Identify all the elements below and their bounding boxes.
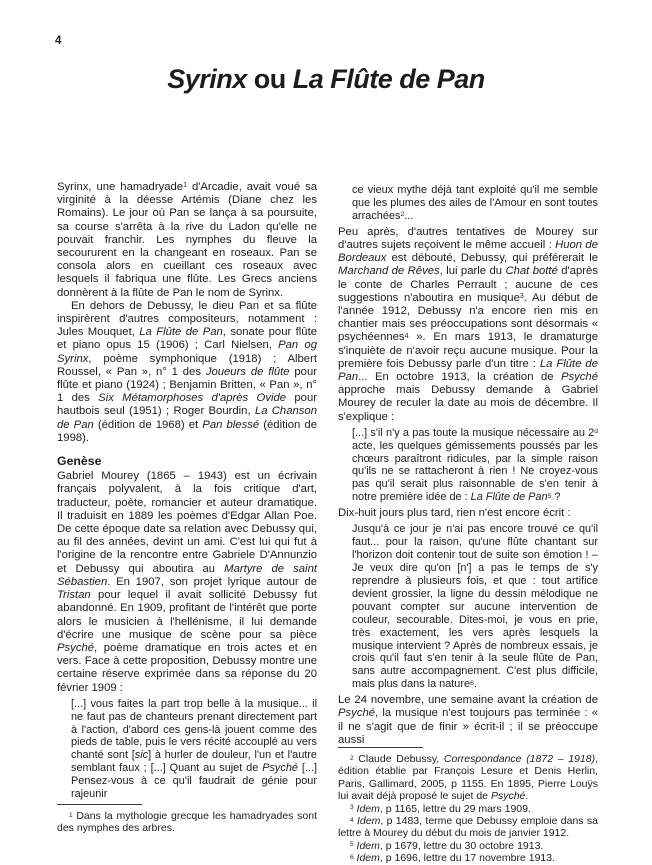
paragraph: Peu après, d'autres tentatives de Mourey sur d'autres sujets reçoivent le même accueil : Huon de Bordeaux est débouté, Debussy, qui préférerait le Marchand de Rêves, lui parle du Chat botté d'après le conte de Charles Perrault ; aucune de ces suggestions n'aboutira en musique$^3$. Au début de l'année 1912, Debussy n'a encore rien mis en chantier mais ses préoccupations sont désormais « psychéennes$^4$ ». En mars 1913, le dramaturge s'inquiète de n'avoir reçu aucune musique. Pour la première fois Debussy parle d'un titre : La Flûte de Pan... En octobre 1913, la création de Psyché approche mais Debussy demande à Gabriel Mourey de reculer la date au mois de décembre. Il s'explique : <box>338 225 598 423</box>
block-quote: [...] s'il n'y a pas toute la musique nécessaire au 2$^d$ acte, les quelques gémissements poussés par les chœurs paraîtront ridicules, par la simple raison qu'ils ne se rattacheront à rien ! Ne croyez-vous pas qu'il serait plus raisonnable de s'en tenir à notre première idée de : La Flûte de Pan$^5$ ? <box>352 426 598 504</box>
footnote: $^5$ Idem, p 1679, lettre du 30 octobre 1913. <box>350 839 544 852</box>
right-footnotes <box>338 747 598 865</box>
footnote-separator <box>57 804 142 805</box>
paragraph: Syrinx, une hamadryade$^1$ d'Arcadie, avait voué sa virginité à la déesse Artémis (Diane chez les Romains). Le jour où Pan se lança à sa poursuite, sa course s'arrêta à la rive du Ladon qu'elle ne pouvait franchir. Les nymphes du fleuve la secoururent en la changeant en roseaux. Pan se consola alors en cueillant ces roseaux avec lesquels il fabriqua une flûte. Les Grecs anciens donnèrent à la flûte de Pan le nom de Syrinx. <box>57 181 317 299</box>
left-column <box>57 181 318 835</box>
footnote: $^1$ Dans la mythologie grecque les hamadryades sont des nymphes des arbres. <box>57 809 317 835</box>
left-footnote-list <box>57 810 317 835</box>
footnote: $^4$ Idem, p 1483, terme que Debussy emploie dans sa lettre à Mourey du début du mois de janvier 1912. <box>338 815 598 840</box>
right-column-text <box>338 181 598 747</box>
block-quote: [...] vous faites la part trop belle à la musique... il ne faut pas de chanteurs prenant directement part à l'action, d'abord ces gens-là jouent comme des pieds de table, puis le vers récité accouplé au vers chanté sont [sic] à hurler de douleur, l'un et l'autre semblant faux ; [...] Quant au sujet de Psyché [...] Pensez-vous à ce qu'il faudrait de génie pour rajeunir <box>71 697 317 801</box>
left-column-text <box>57 181 317 804</box>
left-footnotes <box>57 804 317 835</box>
page-number: 4 <box>55 35 62 47</box>
footnote: $^6$ Idem, p 1696, lettre du 17 novembre 1913. <box>350 852 556 865</box>
block-quote: ce vieux mythe déjà tant exploité qu'il me semble que les plumes des ailes de l'Amour en sont toutes arrachées$^2$... <box>352 184 598 222</box>
paragraph: Le 24 novembre, une semaine avant la création de Psyché, la musique n'est toujours pas terminée : « il ne s'agit que de finir » écrit-il ; il se préoccupe aussi <box>338 694 598 746</box>
paragraph: Dix-huit jours plus tard, rien n'est encore écrit : <box>338 507 571 520</box>
block-quote: Jusqu'à ce jour je n'ai pas encore trouvé ce qu'il faut... pour la raison, qu'une flûte chantant sur l'horizon doit contenir tout de suite son émotion ! – Je veux dire qu'on [n'] a pas le temps de s'y reprendre à plusieurs fois, et que : tout artifice devient grossier, la ligne du dessin mélodique ne pouvant compter sur aucune intervention de couleur, secourable. Dites-moi, je vous en prie, très exactement, les vers après lesquels la musique intervient ? Après de nombreux essais, je crois qu'il faut s'en tenir à la seule flûte de Pan, sans autre accompagnement. C'est plus difficile, mais plus dans la nature$^6$. <box>352 523 598 691</box>
footnote: $^2$ Claude Debussy, Correspondance (1872 – 1918), édition établie par François Lesure et Denis Herlin, Paris, Gallimard, 2005, p 1155. En 1895, Pierre Louÿs lui avait déjà proposé le sujet de Psyché. <box>338 753 598 803</box>
page-title: Syrinx ou La Flûte de Pan <box>167 64 485 94</box>
two-column-layout <box>57 181 598 865</box>
footnote: $^3$ Idem, p 1165, lettre du 29 mars 1909. <box>350 802 531 815</box>
section-heading: Genèse <box>57 454 102 469</box>
right-footnote-list <box>338 753 598 865</box>
paragraph: Gabriel Mourey (1865 – 1943) est un écrivain français polyvalent, à la fois critique d'art, traducteur, poète, romancier et auteur dramatique. Il traduisit en 1889 les poèmes d'Edgar Allan Poe. De cette époque date sa relation avec Debussy qui, au fil des années, devint un ami. C'est lui qui fut à l'origine de la rencontre entre Gabriele D'Annunzio et Debussy qui aboutira au Martyre de saint Sébastien. En 1907, son projet lyrique autour de Tristan pour lequel il avait sollicité Debussy fut abandonné. En 1909, profitant de l'intérêt que porte alors le musicien à l'hellénisme, il lui demande d'écrire une musique de scène pour sa pièce Psyché, poème dramatique en trois actes et en vers. Face à cette proposition, Debussy montre une certaine réserve exprimée dans sa réponse du 20 février 1909 : <box>57 470 317 694</box>
paragraph: En dehors de Debussy, le dieu Pan et sa flûte inspirèrent d'autres compositeurs, notamment : Jules Mouquet, La Flûte de Pan, sonate pour flûte et piano opus 15 (1906) ; Carl Nielsen, Pan og Syrinx, poème symphonique (1918) ; Albert Roussel, « Pan », n° 1 des Joueurs de flûte pour flûte et piano (1924) ; Benjamin Britten, « Pan », n° 1 des Six Métamorphoses d'après Ovide pour hautbois seul (1951) ; Roger Bourdin, La Chanson de Pan (édition de 1968) et Pan blessé (édition de 1998). <box>57 299 318 444</box>
footnote-separator <box>338 747 423 748</box>
right-column <box>338 181 598 865</box>
